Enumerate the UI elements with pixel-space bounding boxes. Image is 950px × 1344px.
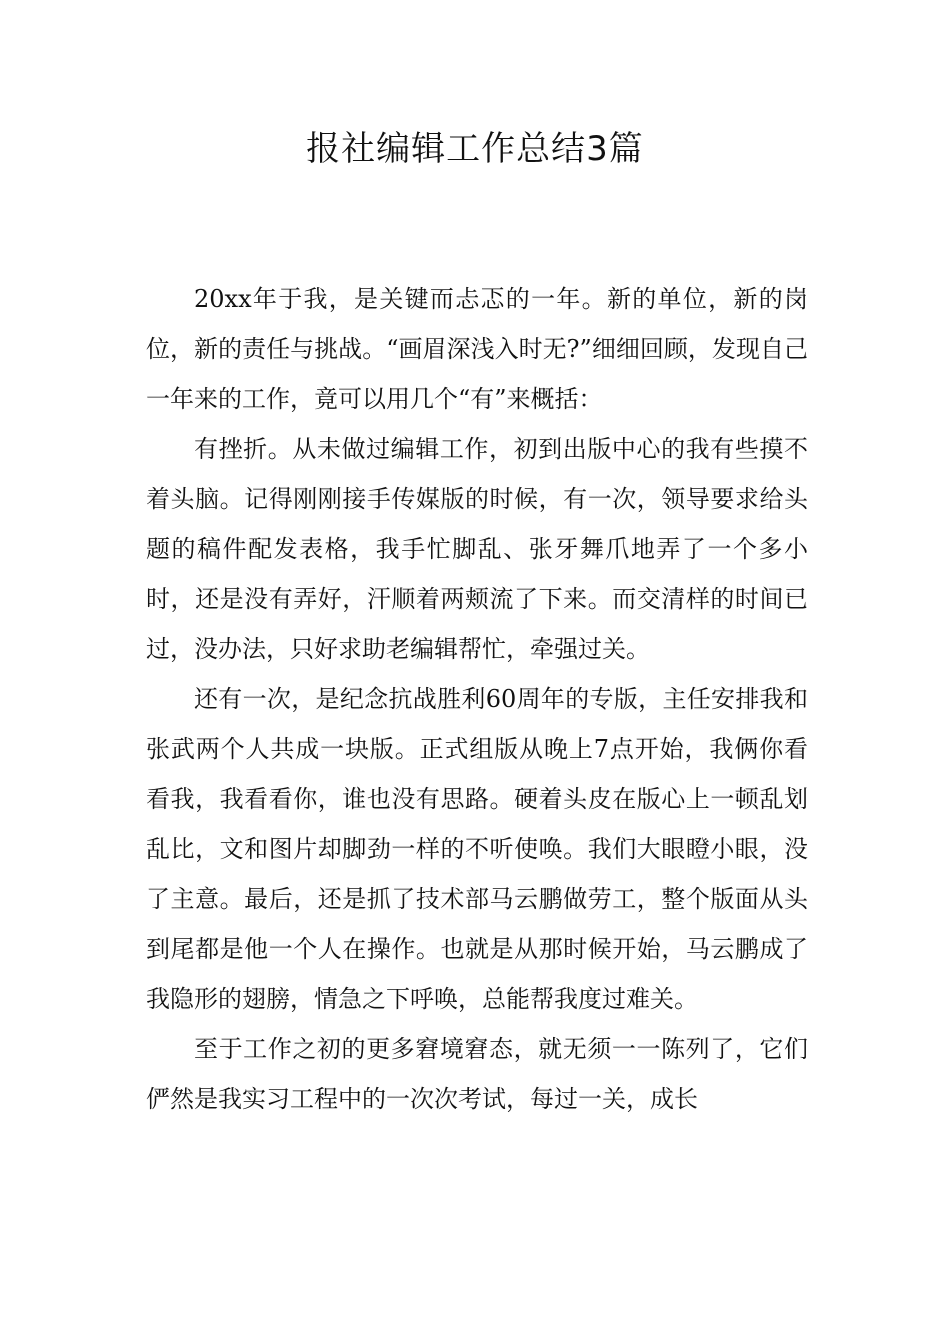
paragraph-early-struggles: 至于工作之初的更多窘境窘态，就无须一一陈列了，它们俨然是我实习工程中的一次次考试，每过一关，成长 (146, 1035, 808, 1113)
paragraph-special-edition: 还有一次，是纪念抗战胜利60周年的专版，主任安排我和张武两个人共成一块版。正式组版从晚上7点开始，我俩你看看我，我看看你，谁也没有思路。硬着头皮在版心上一顿乱划乱比，文和图片却脚劲一样的不听使唤。我们大眼瞪小眼，没了主意。最后，还是抓了技术部马云鹏做劳工，整个版面从头到尾都是他一个人在操作。也就是从那时候开始，马云鹏成了我隐形的翅膀，情急之下呼唤，总能帮我度过难关。 (146, 685, 808, 1013)
paragraph-intro: 20xx年于我，是关键而忐忑的一年。新的单位，新的岗位，新的责任与挑战。“画眉深浅入时无?”细细回顾，发现自己一年来的工作，竟可以用几个“有”来概括： (146, 285, 808, 413)
document-title: 报社编辑工作总结3篇 (306, 129, 644, 169)
paragraph-setback: 有挫折。从未做过编辑工作，初到出版中心的我有些摸不着头脑。记得刚刚接手传媒版的时候，有一次，领导要求给头题的稿件配发表格，我手忙脚乱、张牙舞爪地弄了一个多小时，还是没有弄好，汗顺着两颊流了下来。而交清样的时间已过，没办法，只好求助老编辑帮忙，牵强过关。 (146, 435, 808, 663)
document-body (146, 274, 808, 1124)
